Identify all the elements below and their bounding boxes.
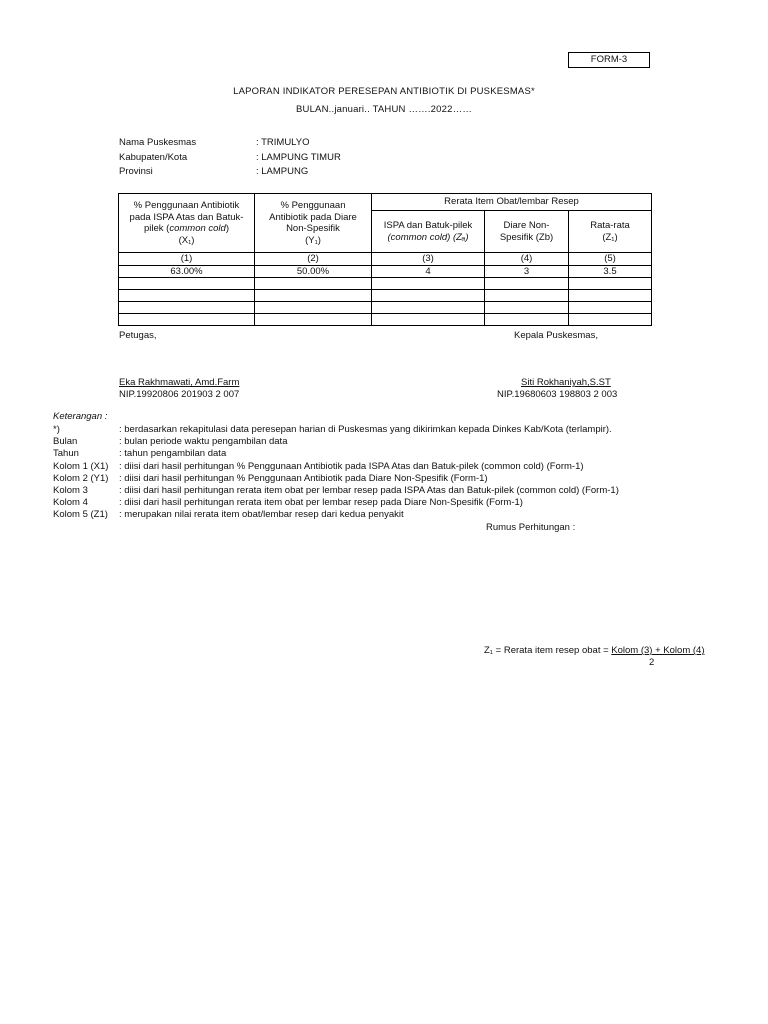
officer-name: Eka Rakhmawati, Amd.Farm (119, 377, 240, 388)
value-za: 4 (372, 265, 485, 278)
info-value-provinsi: : LAMPUNG (256, 166, 309, 177)
report-period: BULAN..januari.. TAHUN …….2022…… (295, 104, 473, 115)
col5-header: Rata-rata (Z₁) (569, 211, 652, 253)
ket-key: *) (53, 424, 60, 435)
formula-numerator: Kolom (3) + Kolom (4) (611, 645, 705, 656)
table-row-empty (119, 302, 652, 314)
head-name: Siti Rokhaniyah,S.ST (521, 377, 611, 388)
rumus-title: Rumus Perhitungan : (486, 522, 576, 533)
ket-key: Kolom 5 (Z1) (53, 509, 108, 520)
ket-key: Kolom 1 (X1) (53, 461, 109, 472)
col-number: (1) (119, 253, 255, 266)
ket-value: : bulan periode waktu pengambilan data (119, 436, 288, 447)
info-label-provinsi: Provinsi (119, 166, 153, 177)
report-title: LAPORAN INDIKATOR PERESEPAN ANTIBIOTIK DI PUSKESMAS* (233, 86, 535, 97)
ket-key: Kolom 3 (53, 485, 88, 496)
info-value-kabupaten: : LAMPUNG TIMUR (256, 152, 341, 163)
ket-key: Kolom 2 (Y1) (53, 473, 109, 484)
value-y1: 50.00% (255, 265, 372, 278)
table-row-empty (119, 290, 652, 302)
col-number: (3) (372, 253, 485, 266)
ket-value: : merupakan nilai rerata item obat/lembar resep dari kedua penyakit (119, 509, 404, 520)
col-number: (4) (485, 253, 569, 266)
value-z1: 3.5 (569, 265, 652, 278)
head-nip: NIP.19680603 198803 2 003 (497, 389, 618, 400)
info-label-puskesmas: Nama Puskesmas (119, 137, 197, 148)
info-value-puskesmas: : TRIMULYO (256, 137, 310, 148)
col-number: (5) (569, 253, 652, 266)
table-row (119, 265, 652, 278)
keterangan-title: Keterangan : (53, 411, 108, 422)
formula-lhs: Z₁ = Rerata item resep obat = (484, 645, 612, 656)
formula-denominator: 2 (649, 657, 655, 668)
group-header: Rerata Item Obat/lembar Resep (372, 194, 652, 211)
ket-value: : diisi dari hasil perhitungan % Penggunaan Antibiotik pada ISPA Atas dan Batuk-pilek (common cold) (Form-1) (119, 461, 584, 472)
col-number: (2) (255, 253, 372, 266)
ket-value: : diisi dari hasil perhitungan rerata item obat per lembar resep pada Diare Non-Spesifik (Form-1) (119, 497, 523, 508)
col1-header: % Penggunaan Antibiotik pada ISPA Atas dan Batuk- pilek (common cold) (X₁) (119, 194, 255, 253)
col2-header: % Penggunaan Antibiotik pada Diare Non-Spesifik (Y₁) (255, 194, 372, 253)
table-row-empty (119, 314, 652, 326)
officer-nip: NIP.19920806 201903 2 007 (119, 389, 240, 400)
head-role: Kepala Puskesmas, (514, 330, 598, 341)
col4-header: Diare Non- Spesifik (Zb) (485, 211, 569, 253)
value-x1: 63.00% (119, 265, 255, 278)
formula (484, 645, 704, 656)
ket-value: : diisi dari hasil perhitungan % Penggunaan Antibiotik pada Diare Non-Spesifik (Form-1) (119, 473, 488, 484)
form-label: FORM-3 (568, 52, 650, 68)
ket-key: Tahun (53, 448, 79, 459)
table-row-empty (119, 278, 652, 290)
col3-header: ISPA dan Batuk-pilek (common cold) (Zₐ) (372, 211, 485, 253)
ket-key: Bulan (53, 436, 78, 447)
officer-role: Petugas, (119, 330, 157, 341)
value-zb: 3 (485, 265, 569, 278)
ket-key: Kolom 4 (53, 497, 88, 508)
info-label-kabupaten: Kabupaten/Kota (119, 152, 188, 163)
ket-value: : tahun pengambilan data (119, 448, 227, 459)
ket-value: : diisi dari hasil perhitungan rerata item obat per lembar resep pada ISPA Atas dan Batuk-pilek (common cold) (Form-1) (119, 485, 619, 496)
indicator-table (118, 193, 652, 326)
ket-value: : berdasarkan rekapitulasi data peresepan harian di Puskesmas yang dikirimkan kepada Dinkes Kab/Kota (terlampir). (119, 424, 612, 435)
